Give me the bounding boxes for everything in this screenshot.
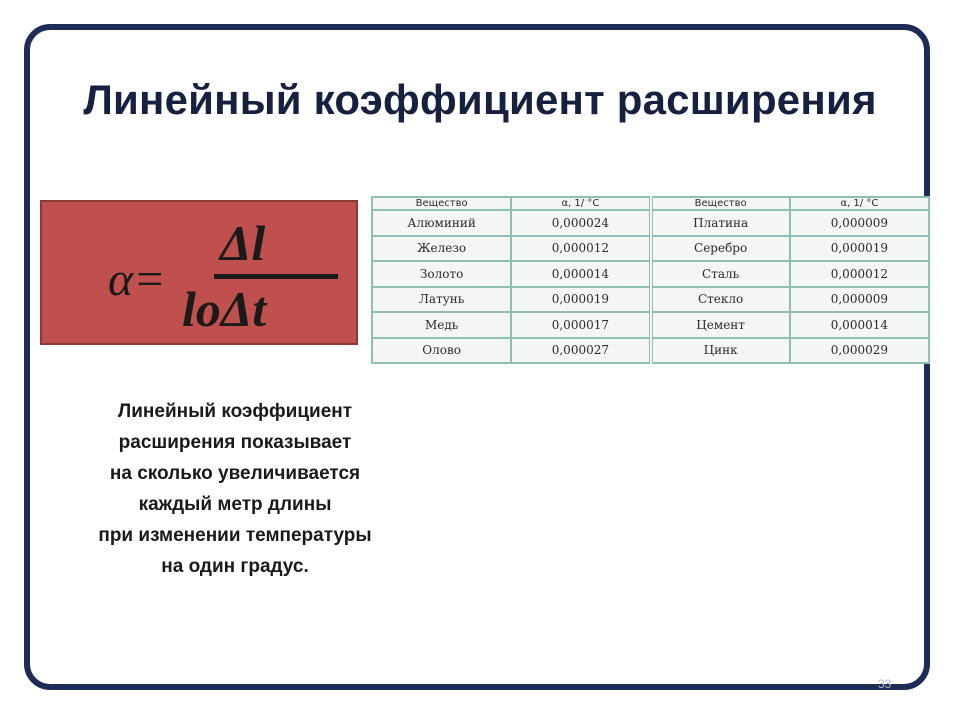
table-header-row bbox=[372, 197, 929, 210]
table-cell: Олово bbox=[372, 338, 511, 364]
header-alpha-2: α, 1/ °С bbox=[790, 197, 929, 210]
coefficient-table bbox=[371, 196, 930, 364]
table-cell: Цинк bbox=[651, 338, 790, 364]
table-cell: Платина bbox=[651, 210, 790, 236]
expansion-coefficient-table bbox=[371, 196, 930, 364]
header-alpha-1: α, 1/ °С bbox=[511, 197, 650, 210]
table-cell: 0,000012 bbox=[790, 261, 929, 287]
table-row bbox=[372, 210, 929, 236]
description-line: Линейный коэффициент bbox=[117, 401, 353, 422]
table-row bbox=[372, 236, 929, 262]
table-cell: 0,000014 bbox=[511, 261, 650, 287]
table-cell: Стекло bbox=[651, 287, 790, 313]
table-cell: 0,000012 bbox=[511, 236, 650, 262]
table-cell: Цемент bbox=[651, 312, 790, 338]
table-cell: 0,000029 bbox=[790, 338, 929, 364]
table-row bbox=[372, 338, 929, 364]
table-cell: Алюминий bbox=[372, 210, 511, 236]
table-cell: Латунь bbox=[372, 287, 511, 313]
table-cell: Медь bbox=[372, 312, 511, 338]
formula-denominator: loΔt bbox=[182, 281, 267, 337]
table-cell: 0,000014 bbox=[790, 312, 929, 338]
table-cell: 0,000017 bbox=[511, 312, 650, 338]
formula-numerator: Δl bbox=[220, 215, 266, 271]
table-cell: 0,000019 bbox=[790, 236, 929, 262]
formula-box bbox=[40, 200, 358, 345]
formula-lhs: α= bbox=[108, 253, 166, 306]
table-cell: 0,000019 bbox=[511, 287, 650, 313]
description-text bbox=[40, 396, 430, 582]
table-row bbox=[372, 287, 929, 313]
table-cell: 0,000009 bbox=[790, 210, 929, 236]
description-line: на один градус. bbox=[161, 556, 309, 577]
table-cell: Сталь bbox=[651, 261, 790, 287]
fraction-bar bbox=[214, 274, 338, 279]
table-cell: Серебро bbox=[651, 236, 790, 262]
description-line: на сколько увеличивается bbox=[109, 463, 361, 484]
table-row bbox=[372, 261, 929, 287]
formula bbox=[42, 202, 356, 343]
description-line: каждый метр длины bbox=[138, 494, 332, 515]
description-line: при изменении температуры bbox=[98, 525, 372, 546]
table-cell: Железо bbox=[372, 236, 511, 262]
table-cell: 0,000009 bbox=[790, 287, 929, 313]
table-row bbox=[372, 312, 929, 338]
header-substance-2: Вещество bbox=[651, 197, 790, 210]
header-substance-1: Вещество bbox=[372, 197, 511, 210]
slide-title: Линейный коэффициент расширения bbox=[83, 76, 877, 123]
table-cell: Золото bbox=[372, 261, 511, 287]
slide-number: 33 bbox=[878, 677, 892, 691]
table-cell: 0,000027 bbox=[511, 338, 650, 364]
table-cell: 0,000024 bbox=[511, 210, 650, 236]
description-line: расширения показывает bbox=[118, 432, 352, 453]
